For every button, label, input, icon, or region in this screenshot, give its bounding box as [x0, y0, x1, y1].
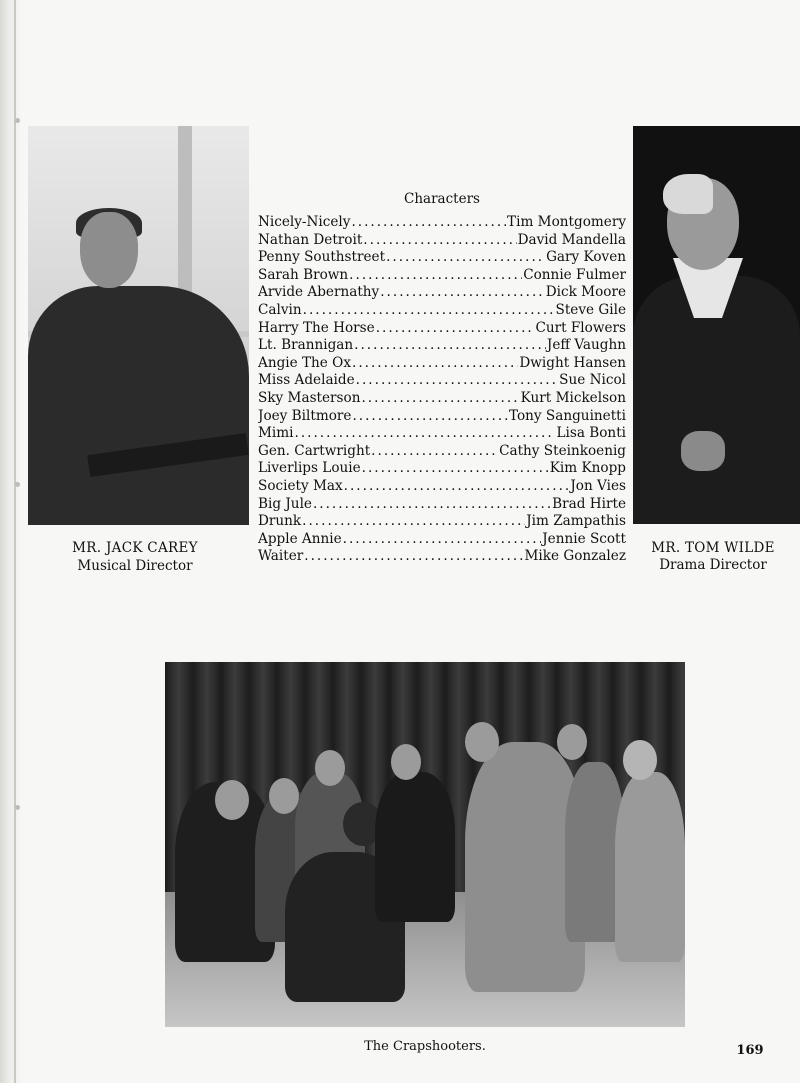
cast-entry: [258, 320, 626, 338]
binding-hole: [15, 482, 20, 487]
dot-leader: [344, 478, 570, 496]
cast-entry: [258, 355, 626, 373]
cast-role: Harry The Horse: [258, 319, 375, 336]
cast-role: Joey Biltmore: [258, 407, 352, 424]
cast-entry: [258, 284, 626, 302]
cast-role: Angie The Ox: [258, 354, 351, 371]
cast-entry: [258, 267, 626, 285]
cast-actor: Dick Moore: [545, 284, 626, 301]
cast-entry: [258, 337, 626, 355]
cast-actor: Curt Flowers: [535, 319, 626, 336]
page-number: 169: [736, 1043, 764, 1058]
cast-role: Big Jule: [258, 495, 312, 512]
dot-leader: [304, 548, 523, 566]
cast-entry: [258, 302, 626, 320]
crapshooters-photo: [165, 662, 685, 1027]
dot-leader: [376, 320, 535, 338]
cast-role: Liverlips Louie: [258, 460, 361, 477]
cast-entry: [258, 372, 626, 390]
musical-director-name: MR. JACK CAREY: [72, 540, 198, 556]
cast-role: Nathan Detroit: [258, 231, 363, 248]
dot-leader: [302, 513, 525, 531]
cast-role: Penny Southstreet: [258, 249, 386, 266]
dot-leader: [380, 284, 545, 302]
dot-leader: [354, 337, 546, 355]
musical-director-role: Musical Director: [77, 558, 193, 574]
cast-actor: Dwight Hansen: [519, 354, 626, 371]
cast-actor: Mike Gonzalez: [524, 548, 626, 565]
dot-leader: [343, 531, 542, 549]
dot-leader: [371, 443, 498, 461]
musical-director-photo: [28, 126, 249, 525]
cast-actor: David Mandella: [517, 231, 626, 248]
cast-role: Calvin: [258, 301, 302, 318]
cast-actor: Jennie Scott: [542, 530, 626, 547]
dot-leader: [295, 425, 556, 443]
dot-leader: [386, 249, 545, 267]
cast-entry: [258, 408, 626, 426]
cast-entry: [258, 390, 626, 408]
dot-leader: [352, 408, 508, 426]
cast-actor: Steve Gile: [555, 301, 626, 318]
cast-entry: [258, 460, 626, 478]
cast-actor: Cathy Steinkoenig: [499, 442, 626, 459]
cast-role: Society Max: [258, 477, 343, 494]
dot-leader: [363, 232, 516, 250]
cast-role: Apple Annie: [258, 530, 342, 547]
cast-entry: [258, 548, 626, 566]
binding-hole: [15, 805, 20, 810]
cast-actor: Jeff Vaughn: [546, 337, 626, 354]
cast-role: Drunk: [258, 513, 302, 530]
binding-edge: [0, 0, 22, 1083]
dot-leader: [349, 267, 522, 285]
cast-actor: Kim Knopp: [549, 460, 626, 477]
dot-leader: [352, 355, 518, 373]
cast-actor: Kurt Mickelson: [520, 389, 626, 406]
dot-leader: [351, 214, 506, 232]
characters-heading: Characters: [404, 191, 480, 207]
cast-role: Arvide Abernathy: [258, 284, 380, 301]
dot-leader: [362, 460, 549, 478]
cast-role: Lt. Brannigan: [258, 337, 354, 354]
cast-entry: [258, 513, 626, 531]
cast-entry: [258, 249, 626, 267]
cast-role: Miss Adelaide: [258, 372, 355, 389]
binding-hole: [15, 118, 20, 123]
cast-entry: [258, 232, 626, 250]
dot-leader: [303, 302, 555, 320]
cast-actor: Lisa Bonti: [556, 425, 626, 442]
cast-role: Sky Masterson: [258, 389, 361, 406]
dot-leader: [356, 372, 559, 390]
cast-role: Waiter: [258, 548, 304, 565]
cast-list: [258, 214, 626, 566]
cast-actor: Connie Fulmer: [523, 266, 626, 283]
cast-entry: [258, 531, 626, 549]
cast-actor: Jon Vies: [570, 477, 626, 494]
cast-entry: [258, 478, 626, 496]
cast-role: Nicely-Nicely: [258, 214, 351, 230]
drama-director-name: MR. TOM WILDE: [651, 540, 775, 556]
cast-role: Mimi: [258, 425, 294, 442]
bottom-photo-caption: The Crapshooters.: [364, 1039, 486, 1054]
cast-actor: Sue Nicol: [559, 372, 626, 389]
cast-actor: Jim Zampathis: [526, 513, 626, 530]
cast-entry: [258, 425, 626, 443]
binding-line: [14, 0, 16, 1083]
drama-director-role: Drama Director: [659, 557, 767, 573]
cast-entry: [258, 496, 626, 514]
cast-actor: Gary Koven: [546, 249, 626, 266]
cast-role: Sarah Brown: [258, 266, 349, 283]
drama-director-photo: [633, 126, 800, 524]
cast-entry: [258, 214, 626, 232]
cast-entry: [258, 443, 626, 461]
cast-role: Gen. Cartwright: [258, 442, 371, 459]
cast-actor: Brad Hirte: [552, 495, 626, 512]
cast-actor: Tony Sanguinetti: [508, 407, 626, 424]
cast-actor: Tim Montgomery: [507, 214, 626, 230]
dot-leader: [361, 390, 519, 408]
dot-leader: [313, 496, 551, 514]
